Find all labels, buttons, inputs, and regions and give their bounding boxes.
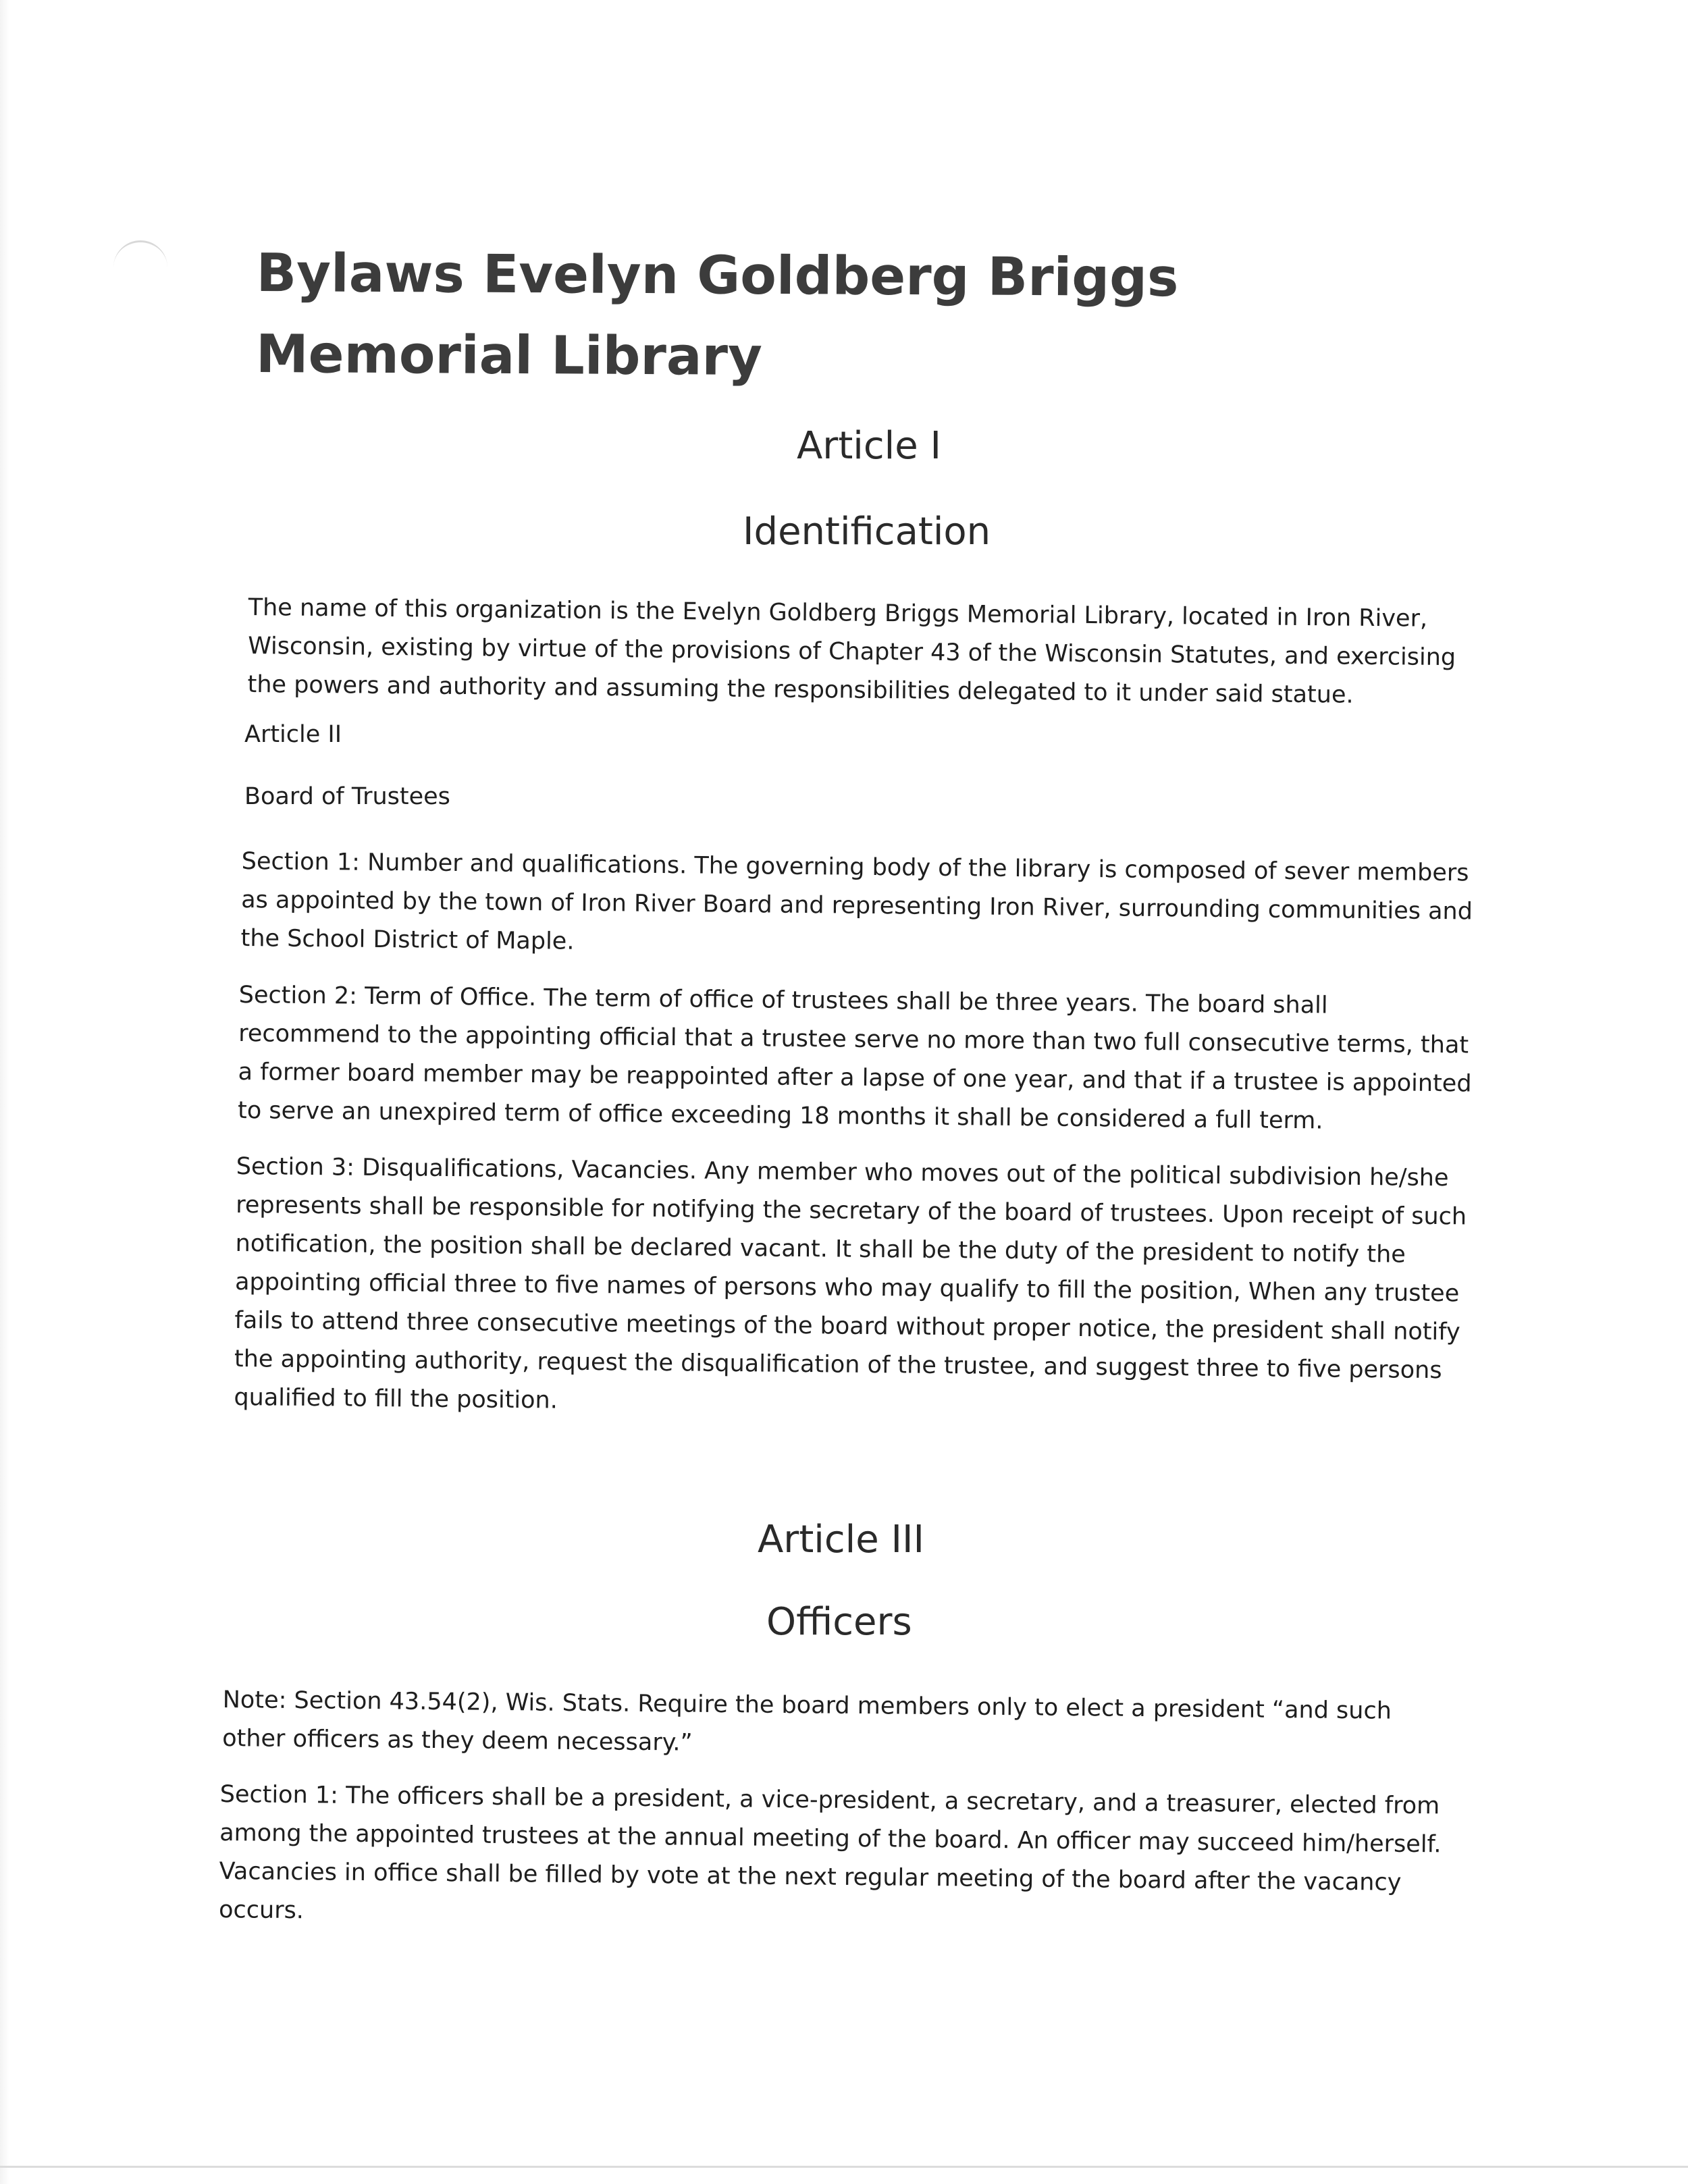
article-1-heading: Article I [797,424,941,468]
article-2-section-1: Section 1: Number and qualifications. The governing body of the library is composed of sever members as appointed by the town of Iron River Board and representing Iron River, surrounding communities and the School District of Maple. [240,847,1473,955]
article-3-note: Note: Section 43.54(2), Wis. Stats. Require the board members only to elect a president “and such other officers as they deem necessary.” [221,1686,1392,1757]
article-2-section-2: Section 2: Term of Office. The term of office of trustees shall be three years. The board shall recommend to the appointing official that a trustee serve no more than two full consecutive terms, that a former board member may be reappointed after a lapse of one year, and that if a trustee is appointed to serve an unexpired term of office exceeding 18 months it shall be considered a full term. [237,981,1472,1135]
article-1-subheading: Identification [743,510,991,554]
document-title: Bylaws Evelyn Goldberg Briggs Memorial Library [255,242,1179,388]
article-2-subheading: Board of Trustees [244,783,450,810]
scan-edge-shadow [0,0,9,2184]
article-1-text: The name of this organization is the Evelyn Goldberg Briggs Memorial Library, located in Iron River, Wisconsin, existing by virtue of the provisions of Chapter 43 of the Wisconsin Statutes, and exercising the powers and authority and assuming the responsibilities delegated to it under said statue. [247,593,1456,709]
article-3-subheading: Officers [766,1600,912,1644]
article-2-section-3: Section 3: Disqualifications, Vacancies. Any member who moves out of the political subdivision he/she represents shall be responsible for notifying the secretary of the board of trustees. Upon receipt of such notification, the position shall be declared vacant. It shall be the duty of the president to notify the appointing official three to five names of persons who may qualify to fill the position, When any trustee fails to attend three consecutive meetings of the board without proper notice, the president shall notify the appointing authority, request the disqualification of the trustee, and suggest three to five persons qualified to fill the position. [234,1152,1467,1414]
article-2-heading: Article II [244,721,342,748]
scan-artifact-mark [113,240,167,276]
scan-bottom-edge [0,2166,1688,2168]
article-3-section-1: Section 1: The officers shall be a president, a vice-president, a secretary, and a treasurer, elected from among the appointed trustees at the annual meeting of the board. An officer may succeed him/herself. Vacancies in office shall be filled by vote at the next regular meeting of the board after the vacancy occurs. [218,1780,1442,1925]
article-3-heading: Article III [758,1518,924,1562]
